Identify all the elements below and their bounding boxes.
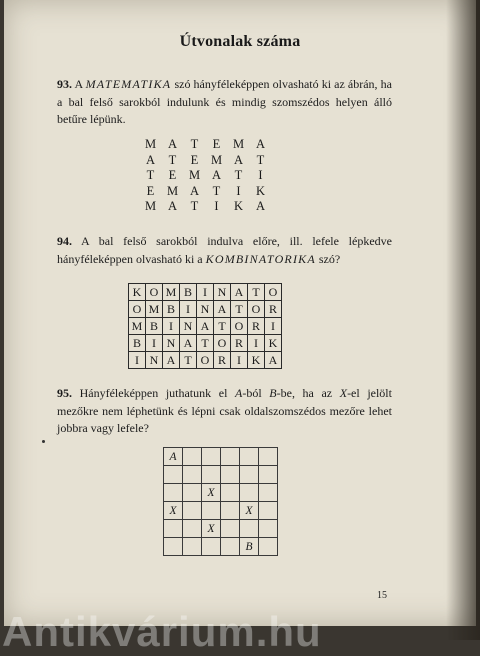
letter-cell: I <box>265 318 282 335</box>
letter-cell: N <box>214 284 231 301</box>
grid-cell: B <box>240 538 259 556</box>
letter-cell: M <box>210 152 224 167</box>
problem-text: A bal felső sarokból indulva előre, ill. lefele lépkedve hányféleképpen olvasható ki a <box>57 234 392 266</box>
letter-cell: I <box>129 352 146 369</box>
grid-cell <box>221 520 240 538</box>
problem-text: -el jelölt mezőkre nem léphetünk és lépni csak oldalszomszédos mezőre lehet jobbra vagy lefele? <box>57 386 392 435</box>
watermark: Antikvárium.hu <box>2 608 322 655</box>
problem-word: KOMBINATORIKA <box>205 251 316 266</box>
grid-row <box>129 284 282 301</box>
letter-cell: I <box>236 183 242 198</box>
letter-cell: I <box>146 335 163 352</box>
letter-cell: R <box>265 301 282 318</box>
letter-cell: T <box>180 352 197 369</box>
page-title: Útvonalak száma <box>179 33 301 50</box>
matematika-letter-grid <box>140 137 272 215</box>
grid-cell <box>183 484 202 502</box>
grid-cell <box>183 466 202 484</box>
letter-cell: K <box>233 199 245 214</box>
ink-dot <box>42 440 45 443</box>
problem-94 <box>57 233 392 268</box>
letter-cell: T <box>212 183 222 198</box>
grid-row <box>164 520 278 538</box>
letter-cell: N <box>163 335 180 352</box>
grid-cell: X <box>202 520 221 538</box>
grid-cell: A <box>164 448 183 466</box>
grid-row <box>129 352 282 369</box>
letter-cell: O <box>197 352 214 369</box>
grid-cell <box>259 520 278 538</box>
letter-cell: T <box>231 301 248 318</box>
problem-number: 94. <box>57 234 72 248</box>
grid-cell <box>240 520 259 538</box>
grid-cell <box>221 484 240 502</box>
letter-cell: T <box>197 335 214 352</box>
grid-cell: X <box>202 484 221 502</box>
grid-cell <box>183 538 202 556</box>
letter-cell: O <box>265 284 282 301</box>
letter-cell: A <box>255 137 267 152</box>
grid-row <box>140 168 272 184</box>
letter-cell: A <box>180 335 197 352</box>
letter-cell: I <box>248 335 265 352</box>
grid-cell: X <box>164 502 183 520</box>
letter-cell: T <box>190 199 200 214</box>
grid-cell <box>202 502 221 520</box>
letter-cell: K <box>265 335 282 352</box>
grid-cell <box>221 466 240 484</box>
letter-cell: O <box>129 301 146 318</box>
letter-cell: M <box>146 301 163 318</box>
letter-cell: R <box>214 352 231 369</box>
problem-text: Hányféleképpen juthatunk el <box>72 386 235 400</box>
grid-cell <box>240 466 259 484</box>
grid-row <box>129 335 282 352</box>
letter-cell: A <box>265 352 282 369</box>
grid-cell <box>259 484 278 502</box>
letter-cell: I <box>197 284 214 301</box>
letter-cell: N <box>146 352 163 369</box>
grid-cell <box>183 448 202 466</box>
letter-cell: E <box>146 183 156 198</box>
letter-cell: A <box>231 284 248 301</box>
problem-text: -be, ha az <box>276 386 340 400</box>
grid-row <box>129 318 282 335</box>
letter-cell: M <box>166 183 180 198</box>
letter-cell: O <box>231 318 248 335</box>
letter-cell: K <box>255 183 267 198</box>
grid-cell <box>240 484 259 502</box>
page-number: 15 <box>377 590 387 601</box>
letter-cell: R <box>231 335 248 352</box>
problem-word: MATEMATIKA <box>85 77 172 91</box>
grid-cell <box>202 466 221 484</box>
grid-cell <box>221 538 240 556</box>
letter-cell: B <box>146 318 163 335</box>
letter-cell: I <box>258 168 264 183</box>
grid-cell <box>183 502 202 520</box>
letter-cell: M <box>163 284 180 301</box>
letter-cell: E <box>212 137 222 152</box>
grid-cell <box>202 448 221 466</box>
grid-row <box>164 538 278 556</box>
grid-cell <box>221 502 240 520</box>
letter-cell: A <box>197 318 214 335</box>
page-shadow <box>446 0 480 640</box>
grid-cell <box>164 520 183 538</box>
letter-cell: N <box>180 318 197 335</box>
grid-cell <box>164 484 183 502</box>
letter-cell: I <box>214 199 220 214</box>
grid-cell <box>259 502 278 520</box>
grid-row <box>140 153 272 169</box>
path-grid <box>163 447 278 556</box>
letter-cell: A <box>189 183 201 198</box>
letter-cell: A <box>214 301 231 318</box>
letter-cell: R <box>248 318 265 335</box>
grid-cell <box>183 520 202 538</box>
grid-cell <box>259 448 278 466</box>
grid-row <box>164 466 278 484</box>
grid-row <box>140 137 272 153</box>
letter-cell: M <box>144 199 158 214</box>
problem-text: -ból <box>242 386 270 400</box>
letter-cell: T <box>190 137 200 152</box>
grid-cell <box>164 538 183 556</box>
letter-cell: O <box>214 335 231 352</box>
grid-cell <box>164 466 183 484</box>
problem-text: szó hányféleképpen olvasható ki az ábrán, ha a bal felső sarokból indulunk és mindig szomszédos helyen álló betűre lépünk. <box>57 77 392 126</box>
grid-cell <box>202 538 221 556</box>
point-b: B <box>269 386 277 400</box>
letter-cell: I <box>163 318 180 335</box>
grid-cell <box>259 538 278 556</box>
letter-cell: A <box>167 199 179 214</box>
letter-cell: A <box>163 352 180 369</box>
letter-cell: O <box>146 284 163 301</box>
letter-cell: T <box>214 318 231 335</box>
letter-cell: B <box>129 335 146 352</box>
problem-number: 93. <box>57 77 72 91</box>
letter-cell: E <box>190 152 200 167</box>
grid-cell <box>259 466 278 484</box>
letter-cell: N <box>197 301 214 318</box>
letter-cell: A <box>211 168 223 183</box>
problem-text: A <box>72 77 86 91</box>
problem-93 <box>57 76 392 129</box>
letter-cell: T <box>234 168 244 183</box>
letter-cell: I <box>231 352 248 369</box>
letter-cell: T <box>168 152 178 167</box>
grid-row <box>129 301 282 318</box>
grid-cell <box>221 448 240 466</box>
point-a: A <box>235 386 243 400</box>
grid-row <box>140 199 272 215</box>
letter-cell: K <box>129 284 146 301</box>
letter-cell: T <box>256 152 266 167</box>
letter-cell: K <box>248 352 265 369</box>
grid-row <box>140 184 272 200</box>
letter-cell: B <box>163 301 180 318</box>
kombinatorika-letter-grid <box>128 283 282 369</box>
grid-row <box>164 448 278 466</box>
grid-cell: X <box>240 502 259 520</box>
letter-cell: B <box>180 284 197 301</box>
letter-cell: M <box>188 168 202 183</box>
grid-row <box>164 484 278 502</box>
letter-cell: O <box>248 301 265 318</box>
letter-cell: M <box>232 137 246 152</box>
letter-cell: M <box>129 318 146 335</box>
letter-cell: A <box>255 199 267 214</box>
letter-cell: A <box>145 152 157 167</box>
blocked-mark: X <box>339 386 348 400</box>
letter-cell: T <box>146 168 156 183</box>
grid-cell <box>240 448 259 466</box>
problem-number: 95. <box>57 386 72 400</box>
letter-cell: E <box>168 168 178 183</box>
letter-cell: I <box>180 301 197 318</box>
letter-cell: M <box>144 137 158 152</box>
letter-cell: T <box>248 284 265 301</box>
problem-text: szó? <box>315 251 341 266</box>
grid-row <box>164 502 278 520</box>
letter-cell: A <box>233 152 245 167</box>
letter-cell: A <box>167 137 179 152</box>
problem-95 <box>57 385 392 438</box>
